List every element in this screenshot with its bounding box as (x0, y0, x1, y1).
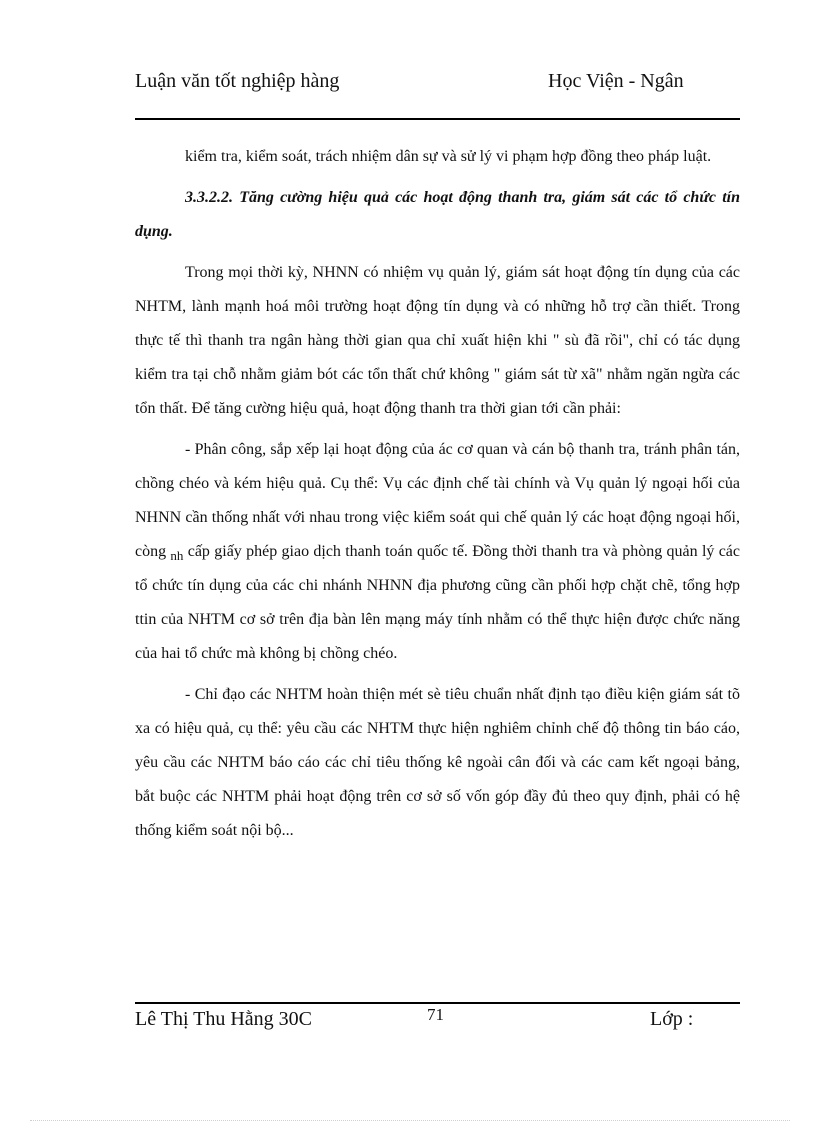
paragraph-2: Trong mọi thời kỳ, NHNN có nhiệm vụ quản lý, giám sát hoạt động tín dụng của các NHTM, lành mạnh hoá môi trường hoạt động tín dụng và có những hỗ trợ cần thiết. Trong thực tế thì thanh tra ngân hàng thời gian qua chỉ xuất hiện khi " sù đã rồi", chỉ có tác dụng kiểm tra tại chỗ nhằm giảm bót các tổn thất chứ không " giám sát từ xã" nhằm ngăn ngừa các tổn thất. Để tăng cường hiệu quả, hoạt động thanh tra thời gian tới cần phải: (135, 264, 740, 417)
paragraph-3-inline-note: nh (170, 548, 184, 563)
page-edge-dotted-line (30, 1120, 790, 1121)
footer-class: Lớp : (650, 1008, 694, 1030)
paragraph-1: kiểm tra, kiểm soát, trách nhiệm dân sự và sử lý vi phạm hợp đồng theo pháp luật. (185, 148, 712, 165)
section-heading: 3.3.2.2. Tăng cường hiệu quả các hoạt động thanh tra, giám sát các tổ chức tín dụng. (135, 189, 740, 240)
page-body (135, 140, 740, 855)
page-number: 71 (427, 1005, 444, 1024)
paragraph-3-part-2: cấp giấy phép giao dịch thanh toán quốc tế. Đồng thời thanh tra và phòng quản lý các tổ chức tín dụng của các chi nhánh NHNN địa phương cũng cần phối hợp chặt chẽ, tổng hợp ttin của NHTM cơ sở trên địa bàn lên mạng máy tính nhằm có thể thực hiện được chức năng của hai tổ chức mà không bị chồng chéo. (135, 543, 741, 662)
paragraph-3 (135, 433, 740, 671)
paragraph-4: - Chỉ đạo các NHTM hoàn thiện mét sè tiêu chuẩn nhất định tạo điều kiện giám sát tõ xa có hiệu quả, cụ thể: yêu cầu các NHTM thực hiện nghiêm chỉnh chế độ thông tin báo cáo, yêu cầu các NHTM báo cáo các chỉ tiêu thống kê ngoài cân đối và các cam kết ngoại bảng, bắt buộc các NHTM phải hoạt động trên cơ sở số vốn góp đầy đủ theo quy định, phải có hệ thống kiểm soát nội bộ... (135, 686, 740, 839)
footer-author: Lê Thị Thu Hằng 30C (135, 1008, 313, 1030)
header-title-right: Học Viện - Ngân (548, 70, 684, 92)
header-divider (135, 118, 740, 120)
header-title-left: Luận văn tốt nghiệp hàng (135, 70, 340, 92)
footer-divider (135, 1002, 740, 1004)
paragraph-3-part-1: - Phân công, sắp xếp lại hoạt động của ác cơ quan và cán bộ thanh tra, tránh phân tán, chồng chéo và kém hiệu quả. Cụ thể: Vụ các định chế tài chính và Vụ quản lý ngoại hối của NHNN cần thống nhất với nhau trong việc kiểm soát qui chế quản lý các hoạt động ngoại hối, còng (135, 441, 740, 560)
